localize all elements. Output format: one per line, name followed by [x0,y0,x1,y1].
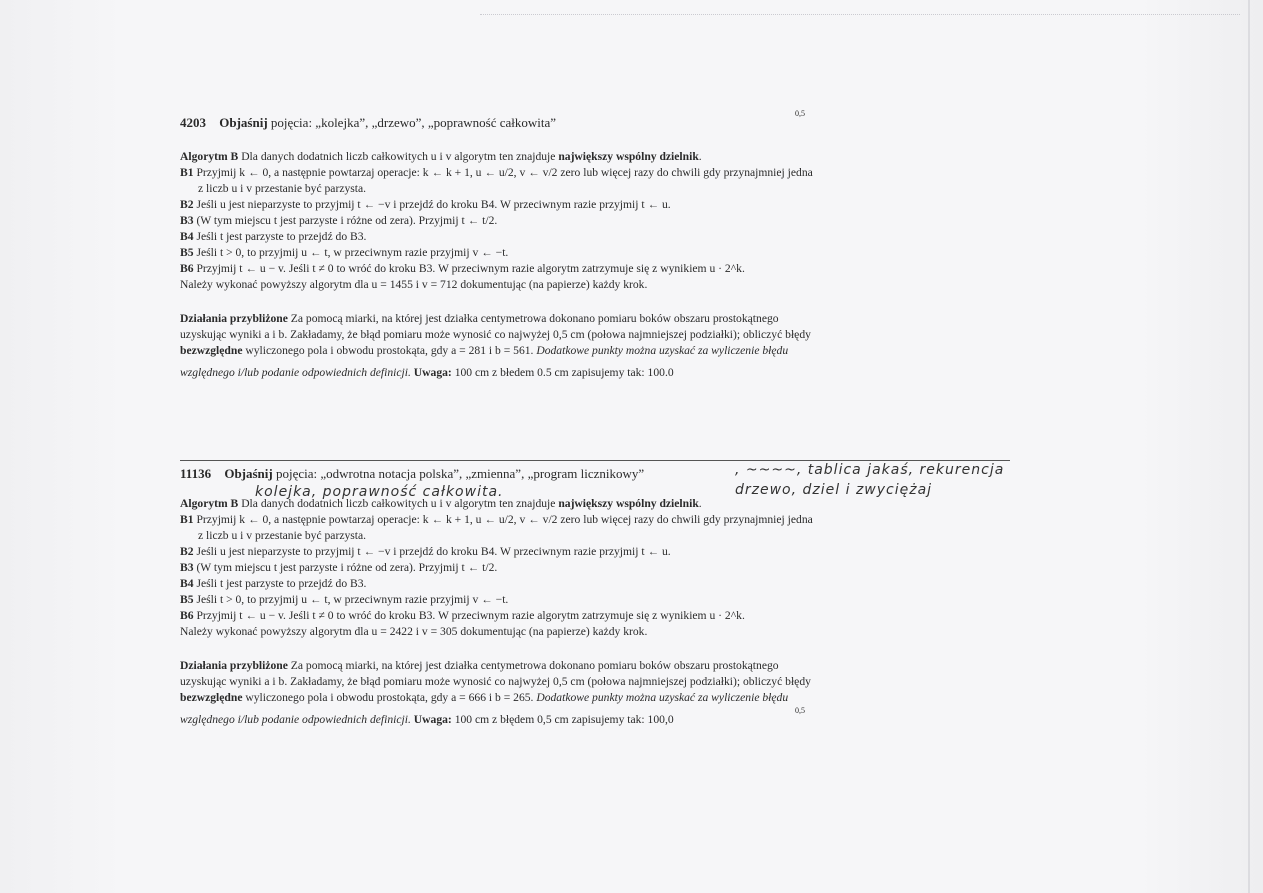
title-text: pojęcia: „odwrotna notacja polska”, „zmienna”, „program licznikowy” [275,466,645,481]
step-b3 [180,560,1010,576]
step-label: B3 [180,214,194,227]
note-sup: 0,5 [795,706,805,715]
step-label: B3 [180,561,194,574]
scan-noise [480,14,1240,19]
step-b6 [180,608,1010,624]
algo-heading: Algorytm B [180,497,239,510]
step-text: Jeśli t jest parzyste to przejdź do B3. [196,577,367,590]
step-text: (W tym miejscu t jest parzyste i różne od zera). Przyjmij t ← t/2. [196,561,498,574]
step-label: B6 [180,262,194,275]
approx-italic: względnego i/lub podanie odpowiednich definicji. [180,713,411,726]
handwritten-note-3: kolejka, poprawność całkowita. [255,484,504,500]
step-b2 [180,544,1010,560]
step-label: B1 [180,166,194,179]
step-text: Jeśli u jest nieparzyste to przyjmij t ← −v i przejdź do kroku B4. W przeciwnym razie przyjmij t ← u. [196,545,671,558]
step-text: Jeśli t jest parzyste to przejdź do B3. [196,230,367,243]
step-b2 [180,197,1010,213]
step-b1 [180,165,1010,181]
step-label: B2 [180,545,194,558]
task-number: 4203 [180,115,206,130]
algo-intro: Algorytm B Dla danych dodatnich liczb całkowitych u i v algorytm ten znajduje największy wspólny dzielnik. [180,150,702,163]
step-text: Przyjmij t ← u − v. Jeśli t ≠ 0 to wróć do kroku B3. W przeciwnym razie algorytm zatrzymuje się z wynikiem u · 2^k. [196,609,745,622]
step-text: Jeśli t > 0, to przyjmij u ← t, w przeciwnym razie przyjmij v ← −t. [196,246,509,259]
approx-l1 [180,658,1010,674]
task-4203 [180,109,1010,381]
step-label: B4 [180,577,194,590]
step-b1-cont: z liczb u i v przestanie być parzysta. [198,182,367,195]
step-b4 [180,576,1010,592]
step-text: Przyjmij k ← 0, a następnie powtarzaj operacje: k ← k + 1, u ← u/2, v ← v/2 zero lub więcej razy do chwili gdy przynajmniej jedna [196,166,813,179]
step-b3 [180,213,1010,229]
step-b6 [180,261,1010,277]
title-text: pojęcia: „kolejka”, „drzewo”, „poprawność całkowita” [270,115,557,130]
approx-l2: uzyskując wyniki a i b. Zakładamy, że błąd pomiaru może wynosić co najwyżej 0,5 cm (połowa najmniejszej podziałki); obliczyć błędy [180,328,811,341]
approx-text: wyliczonego pola i obwodu prostokąta, gdy a = 666 i b = 265. [245,691,534,704]
note-label: Uwaga: [413,366,452,379]
approx-l3 [180,343,1010,359]
step-text: Jeśli u jest nieparzyste to przyjmij t ← −v i przejdź do kroku B4. W przeciwnym razie przyjmij t ← u. [196,198,671,211]
step-b1-cont: z liczb u i v przestanie być parzysta. [198,529,367,542]
approx-italic: Dodatkowe punkty można uzyskać za wyliczenie błędu [536,344,789,357]
algo-intro-text: Dla danych dodatnich liczb całkowitych u i v algorytm ten znajduje [241,497,556,510]
step-text: Przyjmij t ← u − v. Jeśli t ≠ 0 to wróć do kroku B3. W przeciwnym razie algorytm zatrzymuje się z wynikiem u · 2^k. [196,262,745,275]
step-text: Jeśli t > 0, to przyjmij u ← t, w przeciwnym razie przyjmij v ← −t. [196,593,509,606]
approx-italic: względnego i/lub podanie odpowiednich definicji. [180,366,411,379]
exec-instruction: Należy wykonać powyższy algorytm dla u = 2422 i v = 305 dokumentując (na papierze) każdy krok. [180,625,648,638]
handwritten-note-2: drzewo, dziel i zwyciężaj [735,482,933,498]
note-text: 100 cm z błędem 0,5 cm zapisujemy tak: 100,0 [454,713,674,726]
step-b4 [180,229,1010,245]
step-text: Przyjmij k ← 0, a następnie powtarzaj operacje: k ← k + 1, u ← u/2, v ← v/2 zero lub więcej razy do chwili gdy przynajmniej jedna [196,513,813,526]
approx-l1 [180,311,1010,327]
step-label: B1 [180,513,194,526]
step-label: B5 [180,246,194,259]
approx-text: wyliczonego pola i obwodu prostokąta, gdy a = 281 i b = 561. [245,344,534,357]
exec-instruction: Należy wykonać powyższy algorytm dla u = 1455 i v = 712 dokumentując (na papierze) każdy krok. [180,278,648,291]
approx-text: Za pomocą miarki, na której jest działka centymetrowa dokonano pomiaru boków obszaru prostokątnego [290,659,779,672]
task-title [180,115,1010,131]
title-verb: Objaśnij [224,466,273,481]
algo-intro-text: Dla danych dodatnich liczb całkowitych u i v algorytm ten znajduje [241,150,556,163]
task-number: 11136 [180,466,212,481]
approx-l4 [180,706,1010,728]
algo-heading: Algorytm B [180,150,239,163]
step-text: (W tym miejscu t jest parzyste i różne od zera). Przyjmij t ← t/2. [196,214,498,227]
approx-text: Za pomocą miarki, na której jest działka centymetrowa dokonano pomiaru boków obszaru prostokątnego [290,312,779,325]
note-sup: 0,5 [795,109,805,118]
step-label: B4 [180,230,194,243]
approx-heading: Działania przybliżone [180,312,288,325]
approx-l3 [180,690,1010,706]
algo-goal: największy wspólny dzielnik [558,150,699,163]
divider-line [180,460,1010,461]
title-verb: Objaśnij [219,115,268,130]
step-b1 [180,512,1010,528]
algo-goal: największy wspólny dzielnik [558,497,699,510]
step-b5 [180,245,1010,261]
approx-heading: Działania przybliżone [180,659,288,672]
step-label: B6 [180,609,194,622]
approx-italic: Dodatkowe punkty można uzyskać za wyliczenie błędu [536,691,789,704]
handwritten-note-1: , ~~~~, tablica jakaś, rekurencja [735,462,1005,478]
note-text: 100 cm z błedem 0.5 cm zapisujemy tak: 100.0 [454,366,674,379]
step-b5 [180,592,1010,608]
step-label: B5 [180,593,194,606]
approx-bold: bezwzględne [180,691,243,704]
approx-bold: bezwzględne [180,344,243,357]
note-label: Uwaga: [413,713,452,726]
page-edge [1248,0,1250,893]
step-label: B2 [180,198,194,211]
task-11136 [180,466,1010,728]
approx-l2: uzyskując wyniki a i b. Zakładamy, że błąd pomiaru może wynosić co najwyżej 0,5 cm (połowa najmniejszej podziałki); obliczyć błędy [180,675,811,688]
algo-intro: Algorytm B Dla danych dodatnich liczb całkowitych u i v algorytm ten znajduje największy wspólny dzielnik. [180,497,702,510]
